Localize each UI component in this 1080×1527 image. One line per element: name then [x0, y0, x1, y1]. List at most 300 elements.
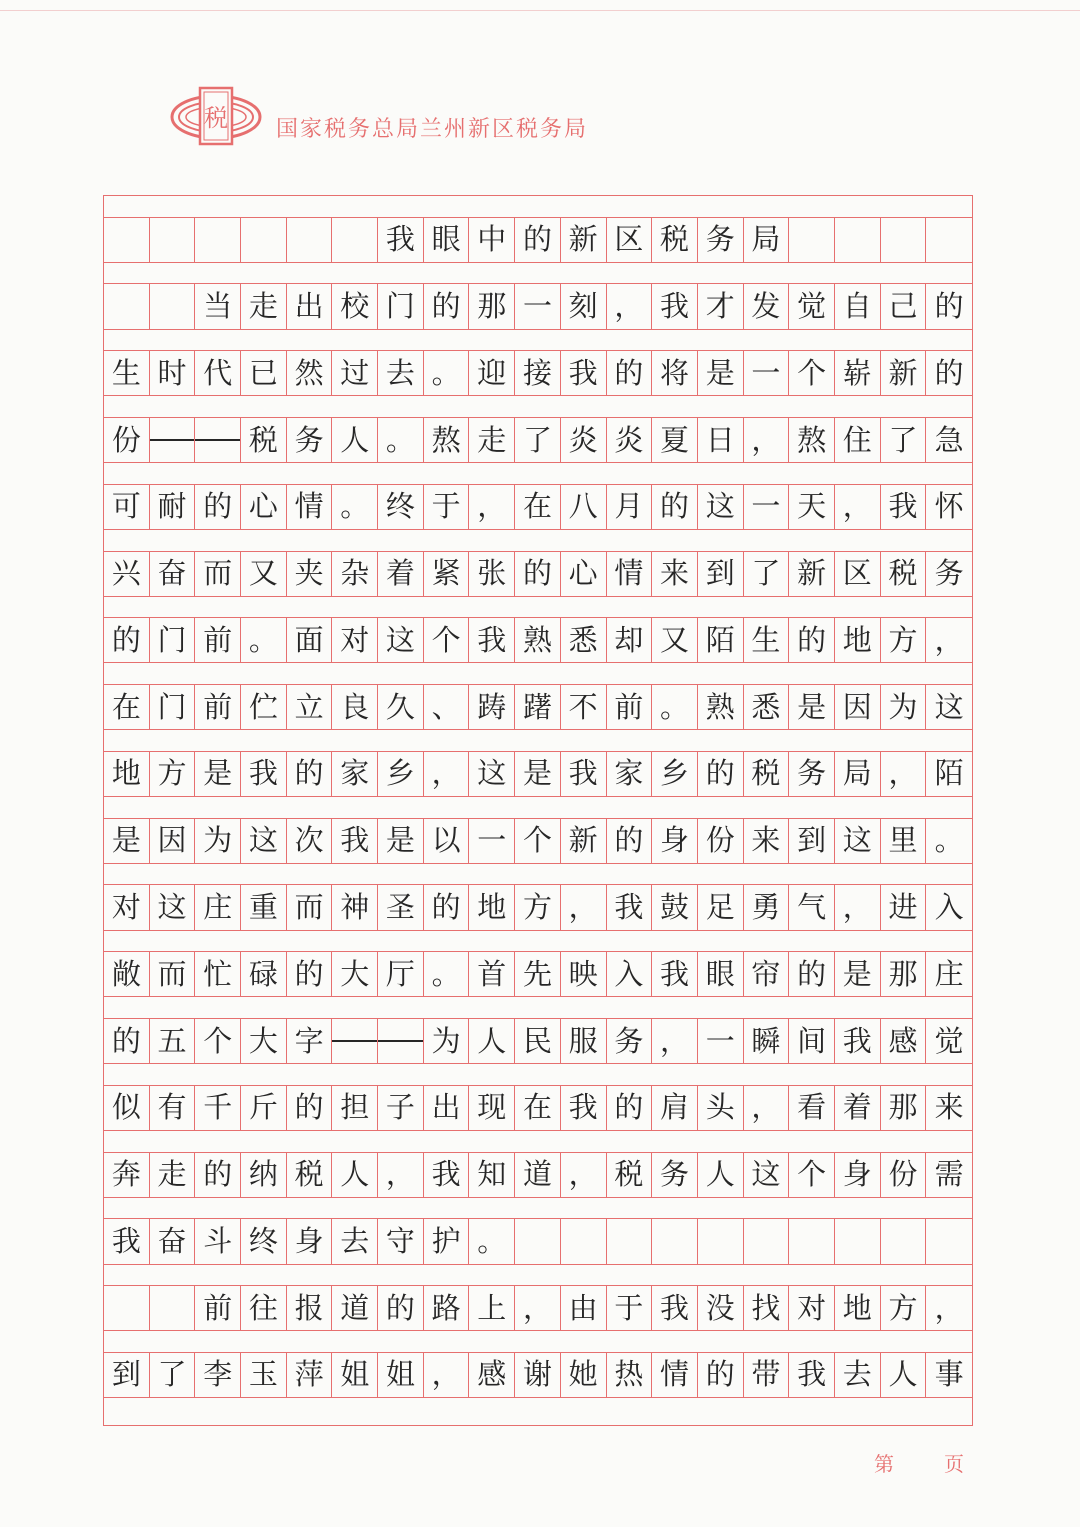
grid-cell-char: 又 — [652, 618, 698, 662]
grid-cell-char: 了 — [515, 418, 561, 462]
grid-cell-char: 找 — [744, 1286, 790, 1330]
text-row — [104, 617, 972, 663]
grid-cell-char: 的 — [195, 1153, 241, 1197]
grid-cell-char: 以 — [424, 819, 470, 863]
grid-cell-char: 校 — [332, 284, 378, 328]
grid-cell-empty — [150, 1286, 196, 1330]
grid-cell-char: 对 — [332, 618, 378, 662]
grid-cell-char: ， — [835, 485, 881, 529]
row-gap — [104, 330, 972, 351]
grid-cell-char: 大 — [332, 952, 378, 996]
grid-cell-char: 眼 — [424, 218, 470, 262]
grid-cell-empty — [881, 218, 927, 262]
grid-cell-char: 悉 — [561, 618, 607, 662]
grid-cell-char: 纳 — [241, 1153, 287, 1197]
grid-cell-char: ， — [424, 1353, 470, 1397]
grid-cell-char: 我 — [789, 1353, 835, 1397]
grid-cell-empty — [104, 284, 150, 328]
grid-cell-char: 情 — [652, 1353, 698, 1397]
grid-cell-char: 悉 — [744, 685, 790, 729]
grid-cell-char: 现 — [469, 1086, 515, 1130]
grid-cell-char: 然 — [287, 351, 333, 395]
grid-cell-char: 地 — [469, 885, 515, 929]
grid-cell-char: 这 — [241, 819, 287, 863]
grid-cell-char: 一 — [469, 819, 515, 863]
text-row — [104, 751, 972, 797]
grid-cell-char: 了 — [150, 1353, 196, 1397]
grid-cell-char: 五 — [150, 1019, 196, 1063]
grid-cell-char: 终 — [241, 1219, 287, 1263]
grid-cell-char: 走 — [150, 1153, 196, 1197]
grid-cell-empty — [150, 284, 196, 328]
row-gap — [104, 196, 972, 217]
grid-cell-dash — [378, 1019, 424, 1063]
grid-cell-char: ， — [561, 885, 607, 929]
grid-cell-char: 路 — [424, 1286, 470, 1330]
grid-cell-char: 个 — [515, 819, 561, 863]
grid-cell-char: 急 — [934, 422, 964, 457]
grid-cell-char: 我 — [241, 752, 287, 796]
grid-cell-char: 入 — [607, 952, 653, 996]
grid-cell-char: 份 — [881, 1153, 927, 1197]
grid-cell-char: 地 — [835, 618, 881, 662]
grid-cell-char: 是 — [835, 952, 881, 996]
grid-cell-char: 躇 — [515, 685, 561, 729]
text-row — [104, 417, 972, 463]
grid-cell-char: 而 — [287, 885, 333, 929]
grid-cell-char: 庄 — [195, 885, 241, 929]
grid-cell-char: 中 — [469, 218, 515, 262]
grid-cell-char: 肩 — [652, 1086, 698, 1130]
grid-cell-char: 斗 — [195, 1219, 241, 1263]
grid-cell-char: 的 — [378, 1286, 424, 1330]
grid-cell-char: 门 — [150, 685, 196, 729]
grid-cell-char: 足 — [698, 885, 744, 929]
grid-cell-empty — [241, 218, 287, 262]
grid-cell-char: 一 — [744, 351, 790, 395]
grid-cell-char: 是 — [789, 685, 835, 729]
grid-cell-char: 碌 — [241, 952, 287, 996]
grid-cell-char: 个 — [195, 1019, 241, 1063]
grid-cell-char: 因 — [150, 819, 196, 863]
grid-cell-char: 看 — [789, 1086, 835, 1130]
text-row — [104, 884, 972, 930]
grid-cell-char: 方 — [881, 618, 927, 662]
grid-cell-char: 为 — [881, 685, 927, 729]
grid-cell-char: 门 — [378, 284, 424, 328]
grid-cell-char: 字 — [287, 1019, 333, 1063]
grid-cell-char: 次 — [287, 819, 333, 863]
grid-cell-empty — [789, 218, 835, 262]
grid-cell-char: 过 — [332, 351, 378, 395]
grid-cell-char: 我 — [378, 218, 424, 262]
grid-cell-char: 身 — [652, 819, 698, 863]
grid-cell-char: 的 — [698, 1353, 744, 1397]
grid-cell-char: 去 — [332, 1219, 378, 1263]
grid-cell-char: 新 — [561, 218, 607, 262]
grid-cell-char: 代 — [195, 351, 241, 395]
grid-cell-char: 那 — [881, 1086, 927, 1130]
grid-cell-char: 头 — [698, 1086, 744, 1130]
grid-cell-empty — [104, 1286, 150, 1330]
grid-cell-char: 人 — [332, 1153, 378, 1197]
logo-text: 税 — [204, 104, 228, 132]
grid-cell-char: 姐 — [332, 1353, 378, 1397]
grid-cell-char: 税 — [241, 418, 287, 462]
grid-cell-char: 。 — [332, 485, 378, 529]
grid-cell-char: 新 — [561, 819, 607, 863]
tax-emblem-icon — [170, 82, 262, 152]
grid-cell-char: 新 — [789, 552, 835, 596]
grid-cell-char: 觉 — [789, 284, 835, 328]
grid-cell-char: 厅 — [378, 952, 424, 996]
grid-cell-char: 地 — [104, 752, 150, 796]
grid-cell-char: 人 — [698, 1153, 744, 1197]
grid-cell-char: 熟 — [698, 685, 744, 729]
grid-cell-char: 一 — [515, 284, 561, 328]
grid-cell-char: 前 — [607, 685, 653, 729]
grid-cell-char: 将 — [652, 351, 698, 395]
grid-cell-char: 人 — [332, 418, 378, 462]
grid-cell-char: ， — [378, 1153, 424, 1197]
grid-cell-char: 个 — [424, 618, 470, 662]
grid-cell-char: 里 — [881, 819, 927, 863]
grid-cell-char: 杂 — [332, 552, 378, 596]
grid-cell-char: 的 — [287, 952, 333, 996]
grid-cell-char: 着 — [378, 552, 424, 596]
grid-cell-char: 、 — [424, 685, 470, 729]
grid-cell-empty — [926, 218, 972, 262]
text-row — [104, 1085, 972, 1131]
grid-cell-char: 夏 — [652, 418, 698, 462]
grid-cell-char: 身 — [287, 1219, 333, 1263]
grid-cell-char: 到 — [789, 819, 835, 863]
grid-cell-char: 月 — [607, 485, 653, 529]
grid-cell-char: 需 — [934, 1157, 964, 1192]
grid-cell-char: 敞 — [104, 952, 150, 996]
grid-cell-char: 的 — [652, 485, 698, 529]
grid-cell-char: 前 — [195, 685, 241, 729]
grid-cell-char: 心 — [561, 552, 607, 596]
grid-cell-char: 个 — [789, 1153, 835, 1197]
text-row — [104, 684, 972, 730]
grid-cell-char: 的 — [424, 284, 470, 328]
grid-cell-char: 因 — [835, 685, 881, 729]
grid-cell-char: 玉 — [241, 1353, 287, 1397]
grid-cell-empty — [835, 218, 881, 262]
grid-cell-char: 入 — [934, 890, 964, 924]
grid-cell-char: 是 — [195, 752, 241, 796]
grid-cell-char: 谢 — [515, 1353, 561, 1397]
grid-cell-char: 圣 — [378, 885, 424, 929]
grid-cell-char: 身 — [835, 1153, 881, 1197]
grid-cell-char: 出 — [287, 284, 333, 328]
grid-cell-char: ， — [652, 1019, 698, 1063]
grid-cell-char: 务 — [698, 218, 744, 262]
grid-cell-empty — [561, 1219, 607, 1263]
grid-cell-char: 这 — [150, 885, 196, 929]
grid-cell-char: 重 — [241, 885, 287, 929]
grid-cell-char: 对 — [789, 1286, 835, 1330]
grid-cell-char: 住 — [835, 418, 881, 462]
grid-cell-char: 我 — [881, 485, 927, 529]
grid-cell-char: 我 — [561, 752, 607, 796]
grid-cell-char: 瞬 — [744, 1019, 790, 1063]
grid-cell-char: 税 — [287, 1153, 333, 1197]
grid-cell-char: 乡 — [378, 752, 424, 796]
grid-cell-char: 的 — [195, 485, 241, 529]
grid-cell-char: 护 — [424, 1219, 470, 1263]
grid-cell-empty — [881, 1219, 927, 1263]
grid-cell-char: 。 — [469, 1219, 515, 1263]
grid-cell-char: 勇 — [744, 885, 790, 929]
grid-cell-char: 担 — [332, 1086, 378, 1130]
grid-cell-char: 务 — [287, 418, 333, 462]
grid-cell-char: 的 — [934, 288, 964, 323]
grid-cell-char: 区 — [835, 552, 881, 596]
grid-cell-char: 务 — [607, 1019, 653, 1063]
grid-cell-char: 税 — [607, 1153, 653, 1197]
page-footer — [874, 1448, 964, 1477]
grid-cell-char: 方 — [150, 752, 196, 796]
row-gap — [104, 1198, 972, 1219]
grid-cell-char: 守 — [378, 1219, 424, 1263]
grid-cell-char: 于 — [424, 485, 470, 529]
grid-cell-char: 的 — [515, 552, 561, 596]
grid-cell-char: 。 — [934, 823, 964, 858]
grid-cell-char: 生 — [104, 351, 150, 395]
grid-cell-char: 首 — [469, 952, 515, 996]
grid-cell-char: 一 — [698, 1019, 744, 1063]
grid-cell-char: 而 — [150, 952, 196, 996]
grid-cell-char: 张 — [469, 552, 515, 596]
grid-cell-char: ， — [934, 1290, 964, 1325]
grid-cell-char: 知 — [469, 1153, 515, 1197]
letterhead — [170, 82, 588, 152]
grid-cell-char: 眼 — [698, 952, 744, 996]
grid-cell-char: 良 — [332, 685, 378, 729]
grid-cell-char: 自 — [835, 284, 881, 328]
grid-cell-char: 来 — [934, 1090, 964, 1125]
text-row — [104, 350, 972, 396]
grid-cell-char: 萍 — [287, 1353, 333, 1397]
grid-cell-char: ， — [881, 752, 927, 796]
row-gap — [104, 663, 972, 684]
grid-cell-char: 这 — [469, 752, 515, 796]
row-gap — [104, 263, 972, 284]
grid-cell-char: 带 — [744, 1353, 790, 1397]
grid-cell-char: 上 — [469, 1286, 515, 1330]
grid-cell-char: 这 — [744, 1153, 790, 1197]
grid-cell-empty — [195, 218, 241, 262]
grid-cell-char: 伫 — [241, 685, 287, 729]
text-row — [104, 484, 972, 530]
grid-cell-empty — [926, 1219, 972, 1263]
text-row — [104, 1018, 972, 1064]
grid-cell-char: 走 — [469, 418, 515, 462]
grid-cell-empty — [515, 1219, 561, 1263]
grid-cell-char: 奔 — [104, 1153, 150, 1197]
row-gap — [104, 1398, 972, 1419]
grid-cell-char: 崭 — [835, 351, 881, 395]
row-gap — [104, 1331, 972, 1352]
grid-cell-empty — [287, 218, 333, 262]
grid-cell-char: 鼓 — [652, 885, 698, 929]
grid-cell-char: 才 — [698, 284, 744, 328]
grid-cell-char: 于 — [607, 1286, 653, 1330]
grid-cell-empty — [744, 1219, 790, 1263]
row-gap — [104, 396, 972, 417]
grid-cell-char: 的 — [607, 351, 653, 395]
grid-cell-char: 的 — [287, 1086, 333, 1130]
grid-cell-char: 我 — [332, 819, 378, 863]
grid-cell-char: 去 — [378, 351, 424, 395]
grid-cell-char: 先 — [515, 952, 561, 996]
grid-cell-char: 往 — [241, 1286, 287, 1330]
grid-cell-char: 前 — [195, 1286, 241, 1330]
grid-cell-char: 奋 — [150, 552, 196, 596]
grid-cell-char: 忙 — [195, 952, 241, 996]
grid-cell-char: 而 — [195, 552, 241, 596]
grid-cell-char: 在 — [515, 1086, 561, 1130]
row-gap — [104, 530, 972, 551]
grid-cell-char: 不 — [561, 685, 607, 729]
row-gap — [104, 730, 972, 751]
grid-cell-char: 兴 — [104, 552, 150, 596]
grid-cell-char: 我 — [652, 1286, 698, 1330]
grid-cell-char: 门 — [150, 618, 196, 662]
grid-cell-char: 的 — [934, 355, 964, 390]
grid-cell-empty — [150, 218, 196, 262]
grid-cell-char: 熬 — [789, 418, 835, 462]
top-rule — [0, 10, 1080, 11]
grid-cell-char: 我 — [561, 351, 607, 395]
grid-cell-char: 。 — [652, 685, 698, 729]
grid-cell-empty — [789, 1219, 835, 1263]
grid-cell-char: 又 — [241, 552, 287, 596]
grid-cell-char: 着 — [835, 1086, 881, 1130]
grid-cell-char: 是 — [378, 819, 424, 863]
text-row — [104, 1218, 972, 1264]
grid-cell-char: 神 — [332, 885, 378, 929]
grid-cell-empty — [332, 218, 378, 262]
grid-cell-char: 是 — [104, 819, 150, 863]
text-row — [104, 283, 972, 329]
grid-cell-char: 为 — [195, 819, 241, 863]
grid-cell-empty — [652, 1219, 698, 1263]
grid-cell-char: 千 — [195, 1086, 241, 1130]
grid-cell-char: 生 — [744, 618, 790, 662]
grid-cell-char: ， — [515, 1286, 561, 1330]
grid-cell-dash — [332, 1019, 378, 1063]
grid-cell-char: 庄 — [934, 956, 964, 991]
grid-cell-char: 当 — [195, 284, 241, 328]
grid-cell-char: 觉 — [934, 1023, 964, 1058]
grid-cell-char: 的 — [104, 618, 150, 662]
text-row — [104, 1285, 972, 1331]
grid-cell-char: 我 — [607, 885, 653, 929]
grid-cell-char: 那 — [881, 952, 927, 996]
grid-cell-char: 已 — [241, 351, 287, 395]
grid-cell-char: 炎 — [607, 418, 653, 462]
grid-cell-dash — [195, 418, 241, 462]
grid-cell-char: 进 — [881, 885, 927, 929]
grid-cell-char: 道 — [332, 1286, 378, 1330]
grid-cell-char: 由 — [561, 1286, 607, 1330]
grid-cell-char: 前 — [195, 618, 241, 662]
grid-cell-char: 却 — [607, 618, 653, 662]
grid-cell-char: 的 — [424, 885, 470, 929]
grid-cell-char: 乡 — [652, 752, 698, 796]
grid-cell-char: 务 — [652, 1153, 698, 1197]
grid-cell-char: 是 — [515, 752, 561, 796]
grid-cell-char: 间 — [789, 1019, 835, 1063]
grid-cell-char: 斤 — [241, 1086, 287, 1130]
grid-cell-char: 的 — [789, 952, 835, 996]
grid-cell-char: 没 — [698, 1286, 744, 1330]
grid-cell-char: 怀 — [934, 489, 964, 524]
grid-cell-char: 熟 — [515, 618, 561, 662]
grid-cell-char: 税 — [881, 552, 927, 596]
grid-cell-char: 发 — [744, 284, 790, 328]
grid-cell-char: 新 — [881, 351, 927, 395]
grid-cell-char: 这 — [934, 689, 964, 724]
grid-cell-char: 迎 — [469, 351, 515, 395]
grid-cell-char: 的 — [515, 218, 561, 262]
grid-cell-char: 终 — [378, 485, 424, 529]
grid-cell-char: 在 — [104, 685, 150, 729]
grid-cell-char: 个 — [789, 351, 835, 395]
organization-name: 国家税务总局兰州新区税务局 — [276, 116, 589, 142]
grid-cell-char: 的 — [104, 1019, 150, 1063]
grid-cell-char: 天 — [789, 485, 835, 529]
grid-cell-char: 份 — [104, 418, 150, 462]
row-gap — [104, 1265, 972, 1286]
writing-grid-sheet — [103, 195, 973, 1426]
grid-cell-char: 炎 — [561, 418, 607, 462]
grid-cell-char: 道 — [515, 1153, 561, 1197]
grid-cell-char: 税 — [652, 218, 698, 262]
grid-cell-char: ， — [607, 284, 653, 328]
grid-cell-char: 接 — [515, 351, 561, 395]
grid-cell-char: 八 — [561, 485, 607, 529]
grid-cell-char: 子 — [378, 1086, 424, 1130]
grid-cell-char: 这 — [378, 618, 424, 662]
grid-cell-char: 到 — [698, 552, 744, 596]
grid-cell-char: 奋 — [150, 1219, 196, 1263]
grid-cell-char: 人 — [881, 1353, 927, 1397]
grid-cell-char: 立 — [287, 685, 333, 729]
grid-cell-char: 情 — [607, 552, 653, 596]
grid-cell-char: 夹 — [287, 552, 333, 596]
title-row — [104, 217, 972, 263]
row-gap — [104, 597, 972, 618]
grid-cell-char: 紧 — [424, 552, 470, 596]
grid-cell-char: 出 — [424, 1086, 470, 1130]
grid-cell-char: 踌 — [469, 685, 515, 729]
grid-cell-char: 感 — [469, 1353, 515, 1397]
row-gap — [104, 1064, 972, 1085]
grid-cell-char: 我 — [104, 1219, 150, 1263]
grid-cell-char: 家 — [332, 752, 378, 796]
grid-cell-char: 耐 — [150, 485, 196, 529]
text-row — [104, 551, 972, 597]
grid-cell-char: 可 — [104, 485, 150, 529]
grid-cell-char: 。 — [424, 952, 470, 996]
grid-cell-char: 税 — [744, 752, 790, 796]
grid-cell-char: 的 — [789, 618, 835, 662]
grid-cell-char: 我 — [652, 952, 698, 996]
